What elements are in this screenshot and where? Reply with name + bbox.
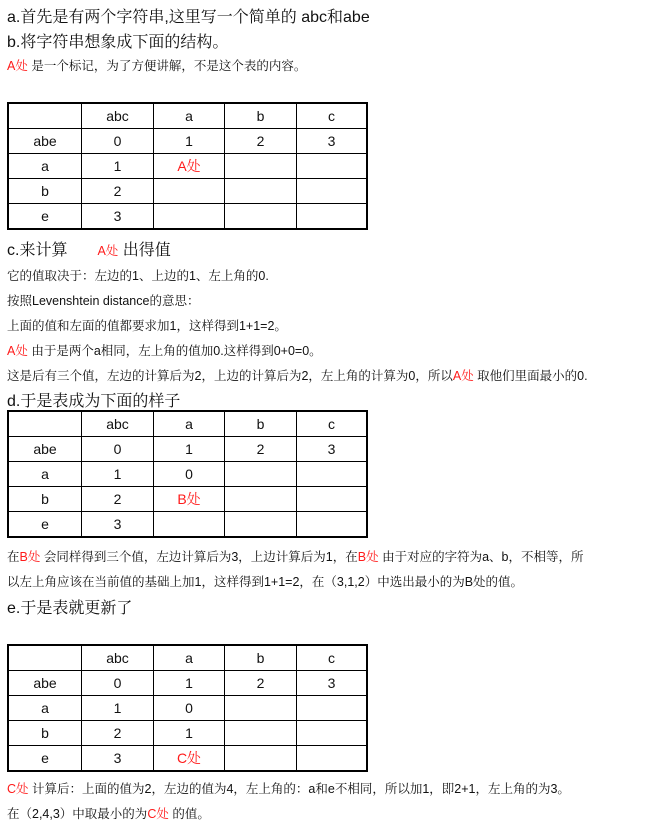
- table-cell: 1: [82, 154, 154, 179]
- table-header-row: [8, 411, 367, 437]
- paragraph-text: 在: [7, 550, 20, 564]
- table-cell: 0: [154, 462, 225, 487]
- table-cell: [297, 204, 368, 230]
- table-cell: 0: [154, 696, 225, 721]
- table-cell: 1: [154, 437, 225, 462]
- table-header-row: [8, 645, 367, 671]
- table-cell: [297, 746, 368, 772]
- marker-label: C处: [7, 782, 29, 796]
- table-row: [8, 487, 367, 512]
- table-cell: [225, 462, 297, 487]
- table-row: [8, 696, 367, 721]
- step-c-suffix: 出得值: [118, 242, 171, 259]
- table-cell: 3: [297, 437, 368, 462]
- paragraph: 它的值取决于：左边的1、上边的1、左上角的0.: [7, 269, 269, 283]
- table-cell: [225, 204, 297, 230]
- table-cell: 3: [82, 204, 154, 230]
- table-cell: a: [154, 103, 225, 129]
- table-cell: c: [297, 645, 368, 671]
- table-cell: [8, 645, 82, 671]
- marker-label: A处: [97, 244, 119, 258]
- paragraph: [7, 779, 570, 797]
- table-cell: [297, 512, 368, 538]
- table-cell: 3: [82, 512, 154, 538]
- paragraph-text: 计算后：上面的值为2，左边的值为4，左上角的：a和e不相同，所以加1，即2+1，左上角的为3。: [28, 782, 570, 796]
- marker-note: [7, 56, 306, 74]
- table-cell: b: [225, 411, 297, 437]
- table-cell: 2: [82, 721, 154, 746]
- table-cell: a: [154, 645, 225, 671]
- marker-label: A处: [7, 59, 28, 73]
- marker-label: A处: [452, 369, 474, 383]
- table-cell: [297, 462, 368, 487]
- table-cell: a: [8, 462, 82, 487]
- table-cell: b: [225, 645, 297, 671]
- marker-label: B处: [19, 550, 41, 564]
- table-cell: 1: [154, 721, 225, 746]
- table-cell: [225, 179, 297, 204]
- table-cell: [297, 487, 368, 512]
- table-cell: 0: [82, 671, 154, 696]
- step-a-text: a.首先是有两个字符串,这里写一个简单的 abc和abe: [7, 9, 370, 26]
- table-cell: e: [8, 746, 82, 772]
- paragraph: 上面的值和左面的值都要求加1，这样得到1+1=2。: [7, 319, 287, 333]
- table-cell: [154, 512, 225, 538]
- table-cell: [225, 746, 297, 772]
- paragraph: [7, 547, 583, 565]
- table-cell: e: [8, 204, 82, 230]
- table-cell: [8, 103, 82, 129]
- marker-label: B处: [357, 550, 379, 564]
- paragraph-text: 的值。: [168, 807, 210, 821]
- marker-cell-c: C处: [154, 746, 225, 772]
- table-row: [8, 204, 367, 230]
- table-cell: b: [225, 103, 297, 129]
- paragraph-text: 由于是两个a相同，左上角的值加0.这样得到0+0=0。: [27, 344, 322, 358]
- table-row: [8, 129, 367, 154]
- paragraph: 以左上角应该在当前值的基础上加1，这样得到1+1=2，在（3,1,2）中选出最小的为B处的值。: [7, 575, 524, 589]
- table-cell: [225, 154, 297, 179]
- table-cell: 2: [225, 437, 297, 462]
- table-cell: abc: [82, 645, 154, 671]
- table-cell: 0: [82, 129, 154, 154]
- table-cell: 3: [297, 671, 368, 696]
- table-cell: abe: [8, 437, 82, 462]
- step-c-title: [7, 237, 171, 260]
- table-cell: [297, 179, 368, 204]
- paragraph-text: 由于对应的字符为a、b，不相等，所: [378, 550, 584, 564]
- table-row: [8, 671, 367, 696]
- table-cell: 1: [154, 129, 225, 154]
- table-cell: [8, 411, 82, 437]
- paragraph-text: 会同样得到三个值，左边计算后为3，上边计算后为1，在: [40, 550, 358, 564]
- table-cell: [154, 204, 225, 230]
- marker-label: A处: [7, 344, 28, 358]
- table-cell: 3: [82, 746, 154, 772]
- paragraph-text: 在（2,4,3）中取最小的为: [7, 807, 148, 821]
- table-cell: 1: [82, 462, 154, 487]
- marker-label: C处: [147, 807, 169, 821]
- paragraph-text: 这是后有三个值，左边的计算后为2，上边的计算后为2，左上角的计算为0，所以: [7, 369, 453, 383]
- table-row: [8, 154, 367, 179]
- step-e-title: e.于是表就更新了: [7, 600, 133, 617]
- paragraph-text: 取他们里面最小的0.: [473, 369, 588, 383]
- table-cell: [297, 721, 368, 746]
- step-b-text: b.将字符串想象成下面的结构。: [7, 34, 229, 51]
- table-cell: [225, 487, 297, 512]
- table-cell: abc: [82, 411, 154, 437]
- distance-table-1: [7, 102, 368, 230]
- table-cell: 2: [225, 129, 297, 154]
- table-cell: abc: [82, 103, 154, 129]
- distance-table-3: [7, 644, 368, 772]
- table-cell: a: [8, 154, 82, 179]
- table-cell: b: [8, 721, 82, 746]
- table-cell: c: [297, 411, 368, 437]
- marker-cell-a: A处: [154, 154, 225, 179]
- marker-note-text: 是一个标记，为了方便讲解，不是这个表的内容。: [27, 59, 307, 73]
- paragraph: [7, 804, 210, 822]
- table-cell: a: [154, 411, 225, 437]
- paragraph: [7, 366, 588, 384]
- table-cell: [297, 696, 368, 721]
- table-cell: b: [8, 487, 82, 512]
- table-cell: [225, 512, 297, 538]
- paragraph: 按照Levenshtein distance的意思：: [7, 294, 200, 308]
- table-cell: 3: [297, 129, 368, 154]
- table-cell: e: [8, 512, 82, 538]
- step-c-prefix: c.来计算: [7, 242, 68, 259]
- table-cell: c: [297, 103, 368, 129]
- marker-cell-b: B处: [154, 487, 225, 512]
- table-cell: b: [8, 179, 82, 204]
- table-cell: 1: [154, 671, 225, 696]
- table-cell: 1: [82, 696, 154, 721]
- table-row: [8, 179, 367, 204]
- table-row: [8, 746, 367, 772]
- paragraph: [7, 341, 322, 359]
- table-row: [8, 437, 367, 462]
- step-d-title: d.于是表成为下面的样子: [7, 393, 181, 410]
- table-cell: [225, 721, 297, 746]
- table-cell: 2: [225, 671, 297, 696]
- table-cell: [154, 179, 225, 204]
- table-cell: 0: [82, 437, 154, 462]
- table-cell: 2: [82, 179, 154, 204]
- table-cell: [297, 154, 368, 179]
- table-row: [8, 721, 367, 746]
- table-row: [8, 512, 367, 538]
- table-cell: abe: [8, 671, 82, 696]
- table-cell: a: [8, 696, 82, 721]
- table-row: [8, 462, 367, 487]
- table-cell: [225, 696, 297, 721]
- table-cell: abe: [8, 129, 82, 154]
- table-cell: 2: [82, 487, 154, 512]
- table-header-row: [8, 103, 367, 129]
- distance-table-2: [7, 410, 368, 538]
